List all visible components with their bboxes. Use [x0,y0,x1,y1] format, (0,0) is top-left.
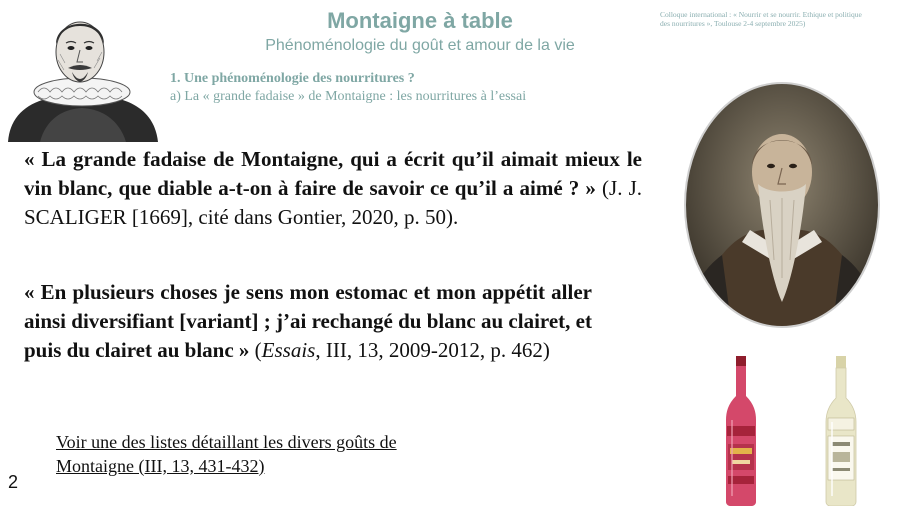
quote-scaliger [24,145,642,232]
montaigne-portrait [0,4,165,142]
white-wine-bottle [822,356,860,506]
conference-note-line1: Colloque international : « Nourrir et se nourrir. Ethique et politique [660,10,862,19]
tastes-list-link[interactable] [56,430,496,478]
section-heading: 1. Une phénoménologie des nourritures ? [170,71,415,86]
quote-montaigne-source-title: Essais [261,338,316,362]
subsection-heading: a) La « grande fadaise » de Montaigne : les nourritures à l’essai [170,89,527,104]
conference-note-line2: des nourritures », Toulouse 2-4 septembre 2025) [660,19,806,28]
quote-montaigne-source-open: ( [249,338,262,362]
tastes-list-link-line2[interactable]: Montaigne (III, 13, 431-432) [56,456,265,476]
rose-wine-bottle-icon [724,356,758,506]
slide-subtitle: Phénoménologie du goût et amour de la vie [265,37,575,54]
quote-scaliger-source: (J. J. SCALIGER [1669], cité dans Gontier, 2020, p. 50). [24,176,643,229]
quote-montaigne [24,278,592,365]
quote-montaigne-text: « En plusieurs choses je sens mon estomac et mon appétit aller ainsi diversifiant [variant] ; j’ai rechangé du blanc au clairet, et puis du clairet au blanc » [24,280,592,362]
conference-note [660,10,895,28]
scaliger-oval-portrait-icon [682,80,882,330]
slide-title: Montaigne à table [327,8,513,33]
tastes-list-link-line1[interactable]: Voir une des listes détaillant les divers goûts de [56,432,397,452]
scaliger-portrait [682,80,882,330]
montaigne-engraving-icon [0,4,165,142]
white-wine-bottle-icon [822,356,860,506]
page-number: 2 [8,472,19,492]
rose-wine-bottle [724,356,758,506]
quote-montaigne-source-rest: , III, 13, 2009-2012, p. 462) [315,338,550,362]
quote-scaliger-text: « La grande fadaise de Montaigne, qui a écrit qu’il aimait mieux le vin blanc, que diable a-t-on à faire de savoir ce qu’il a aimé ? » [24,147,642,200]
